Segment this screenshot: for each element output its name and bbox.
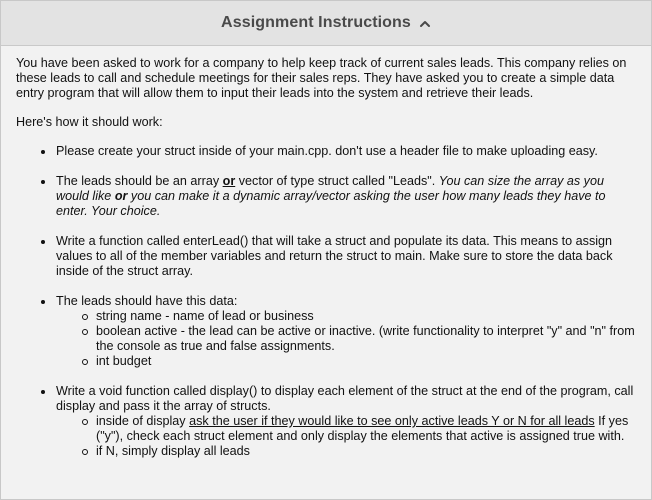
sublist-text: If yes ("y"), check each struct element and only display the elements that active is assigned true with. [96,414,629,443]
list-item-text: The leads should be an array [56,174,223,188]
underlined-text: ask the user if they would like to see only active leads Y or N for all leads [189,414,595,428]
italic-text: You can size the array as you would like [56,174,604,203]
chevron-up-icon[interactable] [419,17,431,29]
list-item-lead-data [56,294,637,369]
sublist-item: int budget [96,354,637,369]
instructions-content [1,46,651,459]
list-item-enter-lead [56,234,637,279]
sublist-item [96,414,637,444]
sublist-text: inside of display [96,414,190,428]
list-item-leads-array [56,174,637,219]
emphasis-or: or [114,189,128,203]
instructions-list [16,144,637,459]
panel-title: Assignment Instructions [221,14,411,31]
list-item-display-function [56,384,637,459]
sublist-item: string name - name of lead or business [96,309,637,324]
lead-data-sublist [56,309,637,369]
display-sublist [56,414,637,459]
list-item-text: vector of type struct called "Leads". [235,174,439,188]
list-item-text: The leads should have this data: [56,294,238,308]
list-item-struct-location [56,144,637,159]
italic-text: you can make it a dynamic array/vector asking the user how many leads they have to enter. Your choice. [56,189,606,218]
intro-paragraph: You have been asked to work for a company to help keep track of current sales leads. This company relies on these leads to call and schedule meetings for their sales reps. They have asked you to create a simple data entry program that will allow them to input their leads into the system and retrieve their leads. [16,56,627,100]
list-item-text: Please create your struct inside of your main.cpp. don't use a header file to make uploading easy. [56,144,598,158]
howto-paragraph: Here's how it should work: [16,115,163,129]
list-item-text: Write a function called enterLead() that will take a struct and populate its data. This means to assign values to all of the member variables and return the struct to main. Make sure to store the data back inside of the struct array. [56,234,613,278]
list-item-text: Write a void function called display() to display each element of the struct at the end of the program, call display and pass it the array of structs. [56,384,634,413]
sublist-item: if N, simply display all leads [96,444,637,459]
panel-header-toggle[interactable] [1,1,651,46]
emphasis-or: or [222,174,236,188]
sublist-item: boolean active - the lead can be active or inactive. (write functionality to interpret "y" and "n" from the console as true and false assignments. [96,324,637,354]
